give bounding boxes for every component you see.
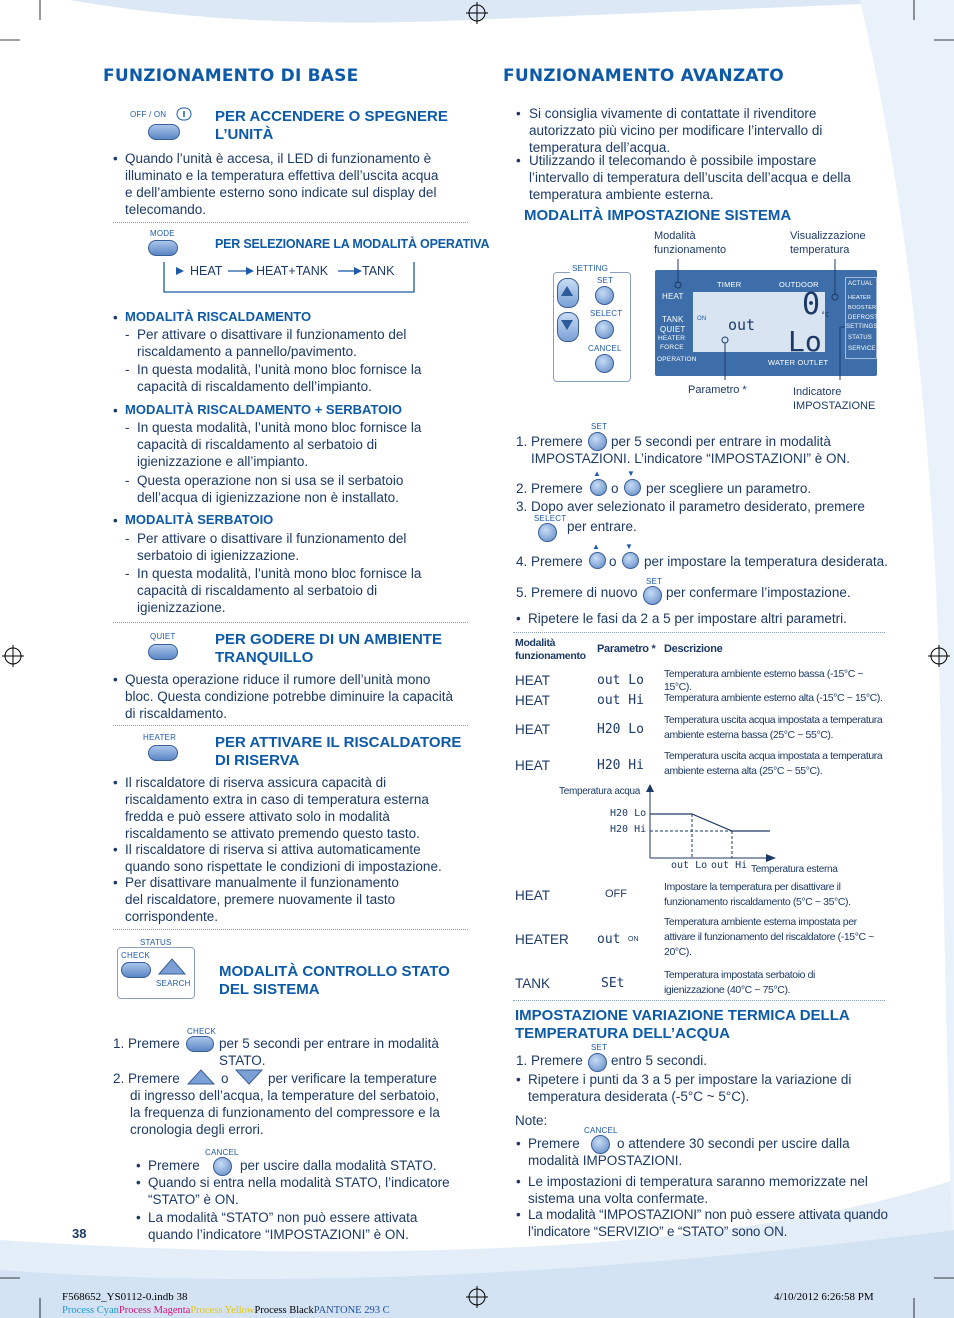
row-mode: HEAT xyxy=(515,888,551,903)
bullet: • xyxy=(113,310,118,325)
dash: - xyxy=(125,362,130,377)
section-item: Questa operazione non si usa se il serbatoio dell’acqua di igienizzazione non è installato. xyxy=(137,473,404,505)
section-title: MODALITÀ SERBATOIO xyxy=(125,512,274,527)
steps-repeat: Ripetere le fasi da 2 a 5 per impostare altri parametri. xyxy=(528,611,847,626)
bullet: • xyxy=(113,775,118,790)
cancel-label: CANCEL xyxy=(588,344,622,353)
setting-label: SETTING xyxy=(572,264,609,273)
quiet-label: QUIET xyxy=(150,632,176,641)
graph-y-hi: H20 Lo xyxy=(610,808,647,819)
heater-heading: PER ATTIVARE IL RISCALDATORE DI RISERVA xyxy=(215,734,462,769)
heater-text-3: Per disattivare manualmente il funzionamento del riscaldatore, premere nuovamente il tasto corrispondente. xyxy=(125,875,399,924)
row-desc: Temperatura uscita acqua impostata a temperatura ambiente esterna alta (25°C ~ 55°C). xyxy=(664,750,883,777)
section-item: In questa modalità, l’unità mono bloc fornisce la capacità di riscaldamento al serbatoio di igienizzazione. xyxy=(137,566,422,615)
heater-text-2: Il riscaldatore di riserva si attiva automaticamente quando sono rispettate le condizioni di impostazione. xyxy=(125,842,442,874)
down-button-inline[interactable]: ▼ xyxy=(622,545,638,567)
th-param: Parametro * xyxy=(597,643,656,655)
section-item: Per attivare o disattivare il funzionamento del riscaldamento a pannello/pavimento. xyxy=(137,327,407,359)
check-label: CHECK xyxy=(121,951,151,960)
dash: - xyxy=(125,473,130,488)
check-label-small: CHECK xyxy=(187,1027,217,1036)
bullet: • xyxy=(516,153,521,168)
row-param: out Hi xyxy=(597,693,644,708)
step5-b: per confermare l’impostazione. xyxy=(666,585,851,600)
heater-label: HEATER xyxy=(143,733,177,742)
step3-a: 3. Dopo aver selezionato il parametro desiderato, premere xyxy=(516,499,865,514)
mode-tank: TANK xyxy=(362,264,395,278)
bullet: • xyxy=(516,611,521,626)
step1-b: per 5 secondi per entrare in modalità IMPOSTAZIONI. L’indicatore “IMPOSTAZIONI” è ON. xyxy=(531,434,851,466)
step3-b: per entrare. xyxy=(567,519,637,534)
row-param-on: ON xyxy=(628,936,639,943)
status-heading: MODALITÀ CONTROLLO STATO DEL SISTEMA xyxy=(219,963,450,998)
row-desc: Temperatura ambiente esterno bassa (-15°C ~ 15°C). xyxy=(664,668,864,693)
intro-2: Utilizzando il telecomando è possibile impostare l’intervallo di temperatura dell’uscita dell’acqua e della temperatura ambiente esterna. xyxy=(529,153,851,202)
cancel-label-small: CANCEL xyxy=(205,1148,239,1157)
section-item: In questa modalità, l’unità mono bloc fornisce la capacità di riscaldamento al serbatoio di igienizzazione e all’impianto. xyxy=(137,420,422,469)
row-desc: Temperatura impostata serbatoio di igienizzazione (40°C ~ 75°C). xyxy=(664,969,815,996)
left-title: FUNZIONAMENTO DI BASE xyxy=(103,66,359,86)
step4-o: o xyxy=(609,554,617,569)
set-label-small: SET xyxy=(646,577,663,586)
dash: - xyxy=(125,327,130,342)
row-desc: Temperatura ambiente esterna impostata per attivare il funzionamento del riscaldatore (-15°C ~ 20°C). xyxy=(664,916,874,958)
footer-timestamp: 4/10/2012 6:26:58 PM xyxy=(774,1291,874,1303)
dash: - xyxy=(125,531,130,546)
mode-label: MODE xyxy=(150,229,175,238)
var-note2: Le impostazioni di temperatura saranno memorizzate nel sistema una volta confermate. xyxy=(528,1174,868,1206)
label-param: Parametro * xyxy=(688,384,747,396)
bullet: • xyxy=(136,1175,141,1190)
graph-x-lo: out Lo xyxy=(671,860,708,871)
onoff-label: OFF / ON xyxy=(130,110,167,119)
row-desc: Temperatura ambiente esterno alta (-15°C ~ 15°C). xyxy=(664,692,883,704)
sys-heading: MODALITÀ IMPOSTAZIONE SISTEMA xyxy=(524,207,792,224)
step1-a: 1. Premere xyxy=(516,434,583,449)
lcd-param: out xyxy=(728,316,756,334)
search-label: SEARCH xyxy=(156,979,191,988)
onoff-heading: PER ACCENDERE O SPEGNERE L’UNITÀ xyxy=(215,108,448,143)
status-step2-o: o xyxy=(221,1071,229,1086)
row-mode: HEAT xyxy=(515,693,551,708)
th-desc: Descrizione xyxy=(664,643,723,655)
lcd-outdoor: OUTDOOR xyxy=(779,280,819,289)
status-note1-a: Premere xyxy=(148,1158,200,1173)
onoff-text: Quando l’unità è accesa, il LED di funzionamento è illuminato e la temperatura effettiva dell’uscita acqua e dell’ambiente esterno sono indicate sul display del telecomando. xyxy=(125,151,439,217)
bullet: • xyxy=(113,672,118,687)
lcd-status: STATUS xyxy=(848,335,872,341)
row-mode: HEAT xyxy=(515,722,551,737)
lcd-water-outlet: WATER OUTLET xyxy=(768,358,829,367)
bullet: • xyxy=(113,403,118,418)
lcd-timer: TIMER xyxy=(717,280,742,289)
page-number: 38 xyxy=(72,1226,87,1241)
var-note1-a: Premere xyxy=(528,1136,580,1151)
select-label-small: SELECT xyxy=(534,514,567,523)
bullet: • xyxy=(516,1072,521,1087)
lcd-booster: HEATER BOOSTER xyxy=(848,295,877,311)
lcd-force: FORCE xyxy=(660,344,684,351)
mode-heat: HEAT xyxy=(190,264,223,278)
up-button-inline[interactable]: ▲ xyxy=(590,472,606,494)
row-desc: Impostare la temperatura per disattivare il funzionamento riscaldamento (5°C ~ 35°C). xyxy=(664,881,851,908)
var-note-label: Note: xyxy=(515,1113,548,1128)
row-desc: Temperatura uscita acqua impostata a temperatura ambiente esterna bassa (25°C ~ 55°C). xyxy=(664,714,883,741)
lcd-service: SERVICE xyxy=(848,346,876,352)
var-note3: La modalità “IMPOSTAZIONI” non può essere attivata quando l’indicatore “SERVIZIO” e “STATO” sono ON. xyxy=(528,1207,888,1239)
step4-a: 4. Premere xyxy=(516,554,583,569)
footer-file: F568652_YS0112-0.indb 38 xyxy=(62,1291,188,1303)
select-label: SELECT xyxy=(590,309,623,318)
down-button-inline[interactable]: ▼ xyxy=(624,472,640,494)
set-label: SET xyxy=(597,276,614,285)
status-step2-a: 2. Premere xyxy=(113,1071,180,1086)
status-note1-b: per uscire dalla modalità STATO. xyxy=(240,1158,437,1173)
graph-ylabel: Temperatura acqua xyxy=(559,786,641,797)
quiet-text: Questa operazione riduce il rumore dell’unità mono bloc. Questa condizione potrebbe diminuire la capacità di riscaldamento. xyxy=(125,672,453,721)
var-heading: IMPOSTAZIONE VARIAZIONE TERMICA DELLA TEMPERATURA DELL’ACQUA xyxy=(515,1007,850,1042)
lcd-lo: Lo xyxy=(788,325,822,358)
lcd-settings: SETTINGS xyxy=(846,324,878,330)
section-item: Per attivare o disattivare il funzionamento del serbatoio di igienizzazione. xyxy=(137,531,407,563)
heater-text-1: Il riscaldatore di riserva assicura capacità di riscaldamento extra in caso di temperatura esterna fredda e può essere attivato solo in modalità riscaldamento se attivato premendo questo tasto. xyxy=(125,775,429,841)
up-button-inline[interactable]: ▲ xyxy=(589,545,605,567)
row-param: SEt xyxy=(601,976,625,991)
status-step2-b: per verificare la temperature di ingresso dell’acqua, la temperature del serbatoio, la frequenza di funzionamento del compressore e la cronologia degli errori. xyxy=(130,1071,440,1137)
right-title: FUNZIONAMENTO AVANZATO xyxy=(503,66,784,86)
section-title: MODALITÀ RISCALDAMENTO xyxy=(125,309,312,324)
quiet-heading: PER GODERE DI UN AMBIENTE TRANQUILLO xyxy=(215,631,442,666)
row-param: out Lo xyxy=(597,673,644,688)
var-step1-b: entro 5 secondi. xyxy=(611,1053,708,1068)
dash: - xyxy=(125,420,130,435)
var-note1-b: o attendere 30 secondi per uscire dalla modalità IMPOSTAZIONI. xyxy=(528,1136,850,1168)
step2-b: per scegliere un parametro. xyxy=(646,481,812,496)
row-param: H20 Hi xyxy=(597,758,644,773)
lcd-defrost: DEFROST xyxy=(848,315,879,321)
lcd-tank: TANK xyxy=(662,315,684,324)
row-mode: HEAT xyxy=(515,673,551,688)
var-step1-a: 1. Premere xyxy=(516,1053,583,1068)
bullet: • xyxy=(516,1207,521,1222)
step2-o: o xyxy=(611,481,619,496)
set-label-small: SET xyxy=(591,1043,608,1052)
graph-y-lo: H20 Hi xyxy=(610,824,647,835)
bullet: • xyxy=(136,1210,141,1225)
row-param: H20 Lo xyxy=(597,722,644,737)
label-mode: Modalità funzionamento xyxy=(654,230,727,256)
lcd-heater: HEATER xyxy=(658,335,686,342)
color-magenta: Process Magenta xyxy=(118,1305,191,1316)
step4-b: per impostare la temperatura desiderata. xyxy=(644,554,888,569)
cancel-label-small: CANCEL xyxy=(584,1126,618,1135)
row-param: OFF xyxy=(605,888,627,900)
label-indicator: Indicatore IMPOSTAZIONE xyxy=(793,386,876,412)
row-mode: HEATER xyxy=(515,932,569,947)
color-yellow: Process Yellow xyxy=(190,1305,255,1316)
bullet: • xyxy=(516,106,521,121)
color-black: Process Black xyxy=(254,1305,314,1316)
step5-a: 5. Premere di nuovo xyxy=(516,585,638,600)
status-label: STATUS xyxy=(140,938,172,947)
graph-xlabel: Temperatura esterna xyxy=(751,864,838,875)
lcd-quiet: QUIET xyxy=(660,325,686,334)
lcd-operation: OPERATION xyxy=(657,356,697,363)
section-item: In questa modalità, l’unità mono bloc fornisce la capacità di riscaldamento dell’impianto. xyxy=(137,362,422,394)
color-pantone: PANTONE 293 C xyxy=(313,1305,390,1316)
intro-1: Si consiglia vivamente di contattate il rivenditore autorizzato più vicino per modificare l’intervallo di temperatura dell’acqua. xyxy=(529,106,823,155)
label-temp: Visualizzazione temperatura xyxy=(790,230,866,256)
status-note3: La modalità “STATO” non può essere attivata quando l’indicatore “IMPOSTAZIONI” è ON. xyxy=(148,1210,418,1242)
dash: - xyxy=(125,566,130,581)
color-cyan: Process Cyan xyxy=(62,1305,119,1316)
bullet: • xyxy=(113,513,118,528)
status-step1-b: per 5 secondi per entrare in modalità STATO. xyxy=(219,1036,439,1068)
row-param: out xyxy=(597,932,621,947)
lcd-heat: HEAT xyxy=(662,292,684,301)
section-title: MODALITÀ RISCALDAMENTO + SERBATOIO xyxy=(125,402,402,417)
lcd-on: ON xyxy=(697,316,707,322)
bullet: • xyxy=(516,1174,521,1189)
lcd-big-digit: 0 xyxy=(802,287,821,322)
mode-heading: PER SELEZIONARE LA MODALITÀ OPERATIVA xyxy=(215,237,490,251)
step2-a: 2. Premere xyxy=(516,481,583,496)
lcd-unit: °C xyxy=(821,311,830,319)
mode-heat-tank: HEAT+TANK xyxy=(256,264,329,278)
status-step1-a: 1. Premere xyxy=(113,1036,180,1051)
bullet: • xyxy=(113,875,118,890)
row-mode: HEAT xyxy=(515,758,551,773)
set-label-small: SET xyxy=(591,422,608,431)
th-mode: Modalità funzionamento xyxy=(515,637,586,662)
bullet: • xyxy=(136,1158,141,1173)
var-repeat: Ripetere i punti da 3 a 5 per impostare la variazione di temperatura desiderata (-5°C ~ 5°C). xyxy=(528,1072,852,1104)
graph-x-hi: out Hi xyxy=(711,860,748,871)
lcd-actual: ACTUAL xyxy=(848,281,873,287)
status-note2: Quando si entra nella modalità STATO, l’indicatore “STATO” è ON. xyxy=(148,1175,450,1207)
bullet: • xyxy=(516,1136,521,1151)
bullet: • xyxy=(113,151,118,166)
bullet: • xyxy=(113,842,118,857)
row-mode: TANK xyxy=(515,976,551,991)
